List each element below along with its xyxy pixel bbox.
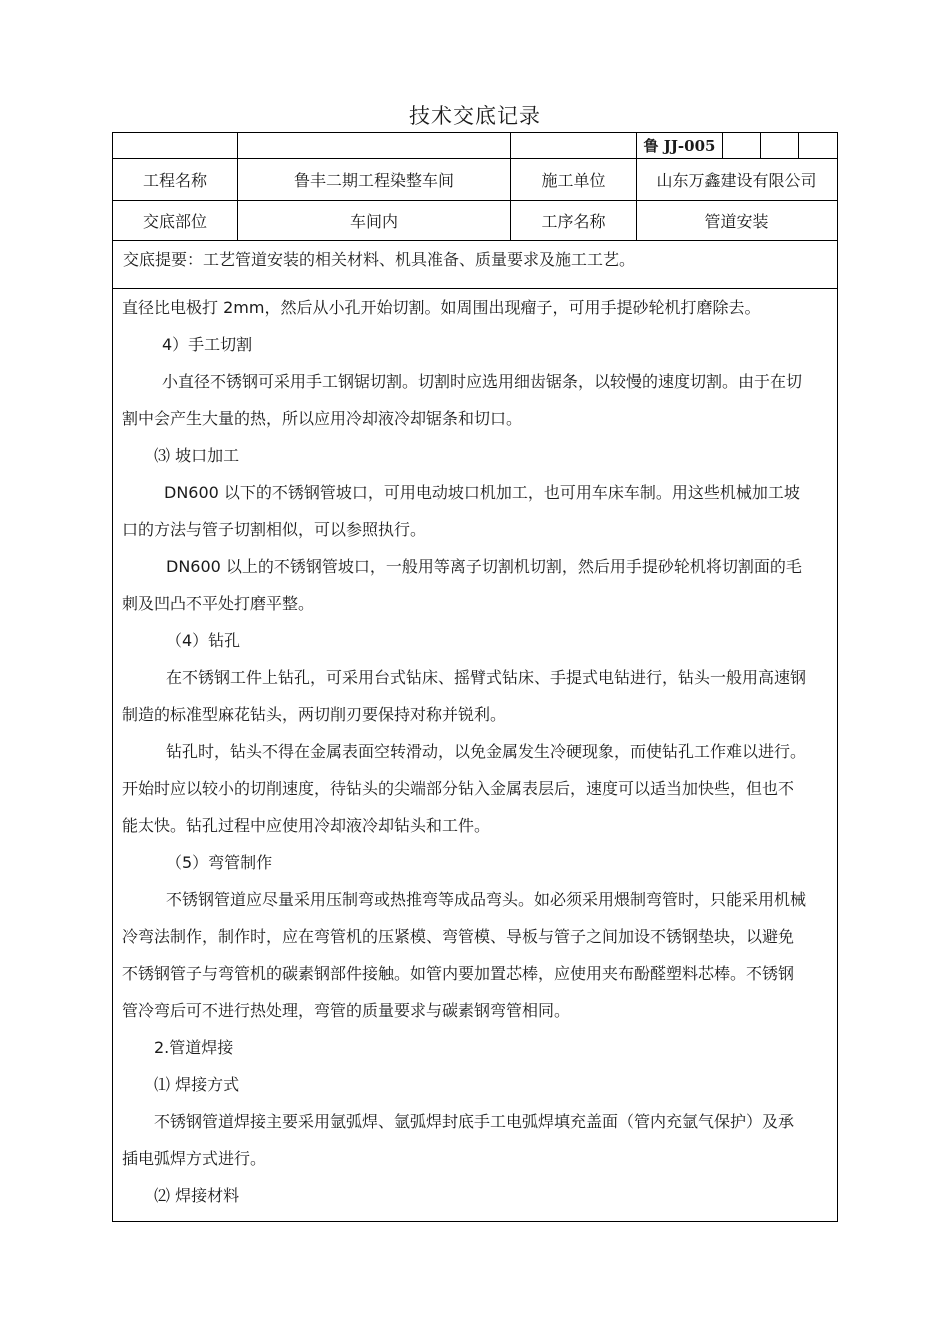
project-row [113, 159, 837, 201]
process-value: 管道安装 [704, 212, 769, 231]
blank-cell [761, 133, 799, 158]
content-line: 开始时应以较小的切削速度，待钻头的尖端部分钻入金属表层后，速度可以适当加快些，但也不 [122, 779, 795, 798]
content-line: （5）弯管制作 [166, 853, 273, 872]
blank-cell [723, 133, 761, 158]
content-line: （4）钻孔 [166, 631, 241, 650]
content-line: 冷弯法制作，制作时，应在弯管机的压紧模、弯管模、导板与管子之间加设不锈钢垫块，以避免 [122, 927, 795, 946]
content-line: 口的方法与管子切割相似，可以参照执行。 [122, 520, 427, 539]
document-title: 技术交底记录 [409, 104, 541, 128]
code-row [113, 133, 837, 159]
content-line: DN600 以下的不锈钢管坡口，可用电动坡口机加工，也可用车床车制。用这些机械加工坡 [164, 483, 800, 502]
content-line: 不锈钢管子与弯管机的碳素钢部件接触。如管内要加置芯棒，应使用夹布酚醛塑料芯棒。不锈钢 [122, 964, 795, 983]
document-code: 鲁 JJ-005 [637, 133, 723, 158]
content-line: 刺及凹凸不平处打磨平整。 [122, 594, 315, 613]
blank-cell [511, 133, 637, 158]
summary-row [113, 241, 837, 289]
location-label: 交底部位 [113, 201, 238, 240]
content-line: 在不锈钢工件上钻孔，可采用台式钻床、摇臂式钻床、手提式电钻进行，钻头一般用高速钢 [166, 668, 807, 687]
content-line: 管冷弯后可不进行热处理，弯管的质量要求与碳素钢弯管相同。 [122, 1001, 571, 1020]
location-row [113, 201, 837, 241]
contractor-value: 山东万鑫建设有限公司 [656, 171, 817, 190]
content-line: 4）手工切割 [162, 335, 253, 354]
content-line: ⑴ 焊接方式 [154, 1075, 240, 1094]
content-line: 直径比电极打 2mm，然后从小孔开始切割。如周围出现瘤子，可用手提砂轮机打磨除去。 [122, 298, 761, 317]
content-line: 钻孔时，钻头不得在金属表面空转滑动，以免金属发生冷硬现象，而使钻孔工作难以进行。 [166, 742, 807, 761]
content-body [113, 289, 837, 1214]
content-line: 不锈钢管道应尽量采用压制弯或热推弯等成品弯头。如必须采用煨制弯管时，只能采用机械 [166, 890, 807, 909]
content-line: 制造的标准型麻花钻头，两切削刃要保持对称并锐利。 [122, 705, 507, 724]
content-line: DN600 以上的不锈钢管坡口，一般用等离子切割机切割，然后用手提砂轮机将切割面的毛 [166, 557, 802, 576]
summary-text: 交底提要：工艺管道安装的相关材料、机具准备、质量要求及施工工艺。 [123, 250, 636, 269]
contractor-label: 施工单位 [511, 159, 637, 200]
blank-cell [113, 133, 238, 158]
content-line: 不锈钢管道焊接主要采用氩弧焊、氩弧焊封底手工电弧焊填充盖面（管内充氩气保护）及承 [154, 1112, 795, 1131]
content-line: ⑶ 坡口加工 [154, 446, 240, 465]
blank-cell [799, 133, 836, 158]
record-table [112, 132, 838, 1222]
location-value: 车间内 [238, 201, 511, 240]
content-line: 小直径不锈钢可采用手工钢锯切割。切割时应选用细齿锯条，以较慢的速度切割。由于在切 [162, 372, 803, 391]
content-line: 2.管道焊接 [154, 1038, 234, 1057]
process-label: 工序名称 [511, 201, 637, 240]
project-name-label: 工程名称 [113, 159, 238, 200]
blank-cell [238, 133, 511, 158]
project-name-value: 鲁丰二期工程染整车间 [238, 159, 511, 200]
content-line: 能太快。钻孔过程中应使用冷却液冷却钻头和工件。 [122, 816, 491, 835]
content-line: ⑵ 焊接材料 [154, 1186, 240, 1205]
content-line: 插电弧焊方式进行。 [122, 1149, 267, 1168]
content-line: 割中会产生大量的热，所以应用冷却液冷却锯条和切口。 [122, 409, 523, 428]
